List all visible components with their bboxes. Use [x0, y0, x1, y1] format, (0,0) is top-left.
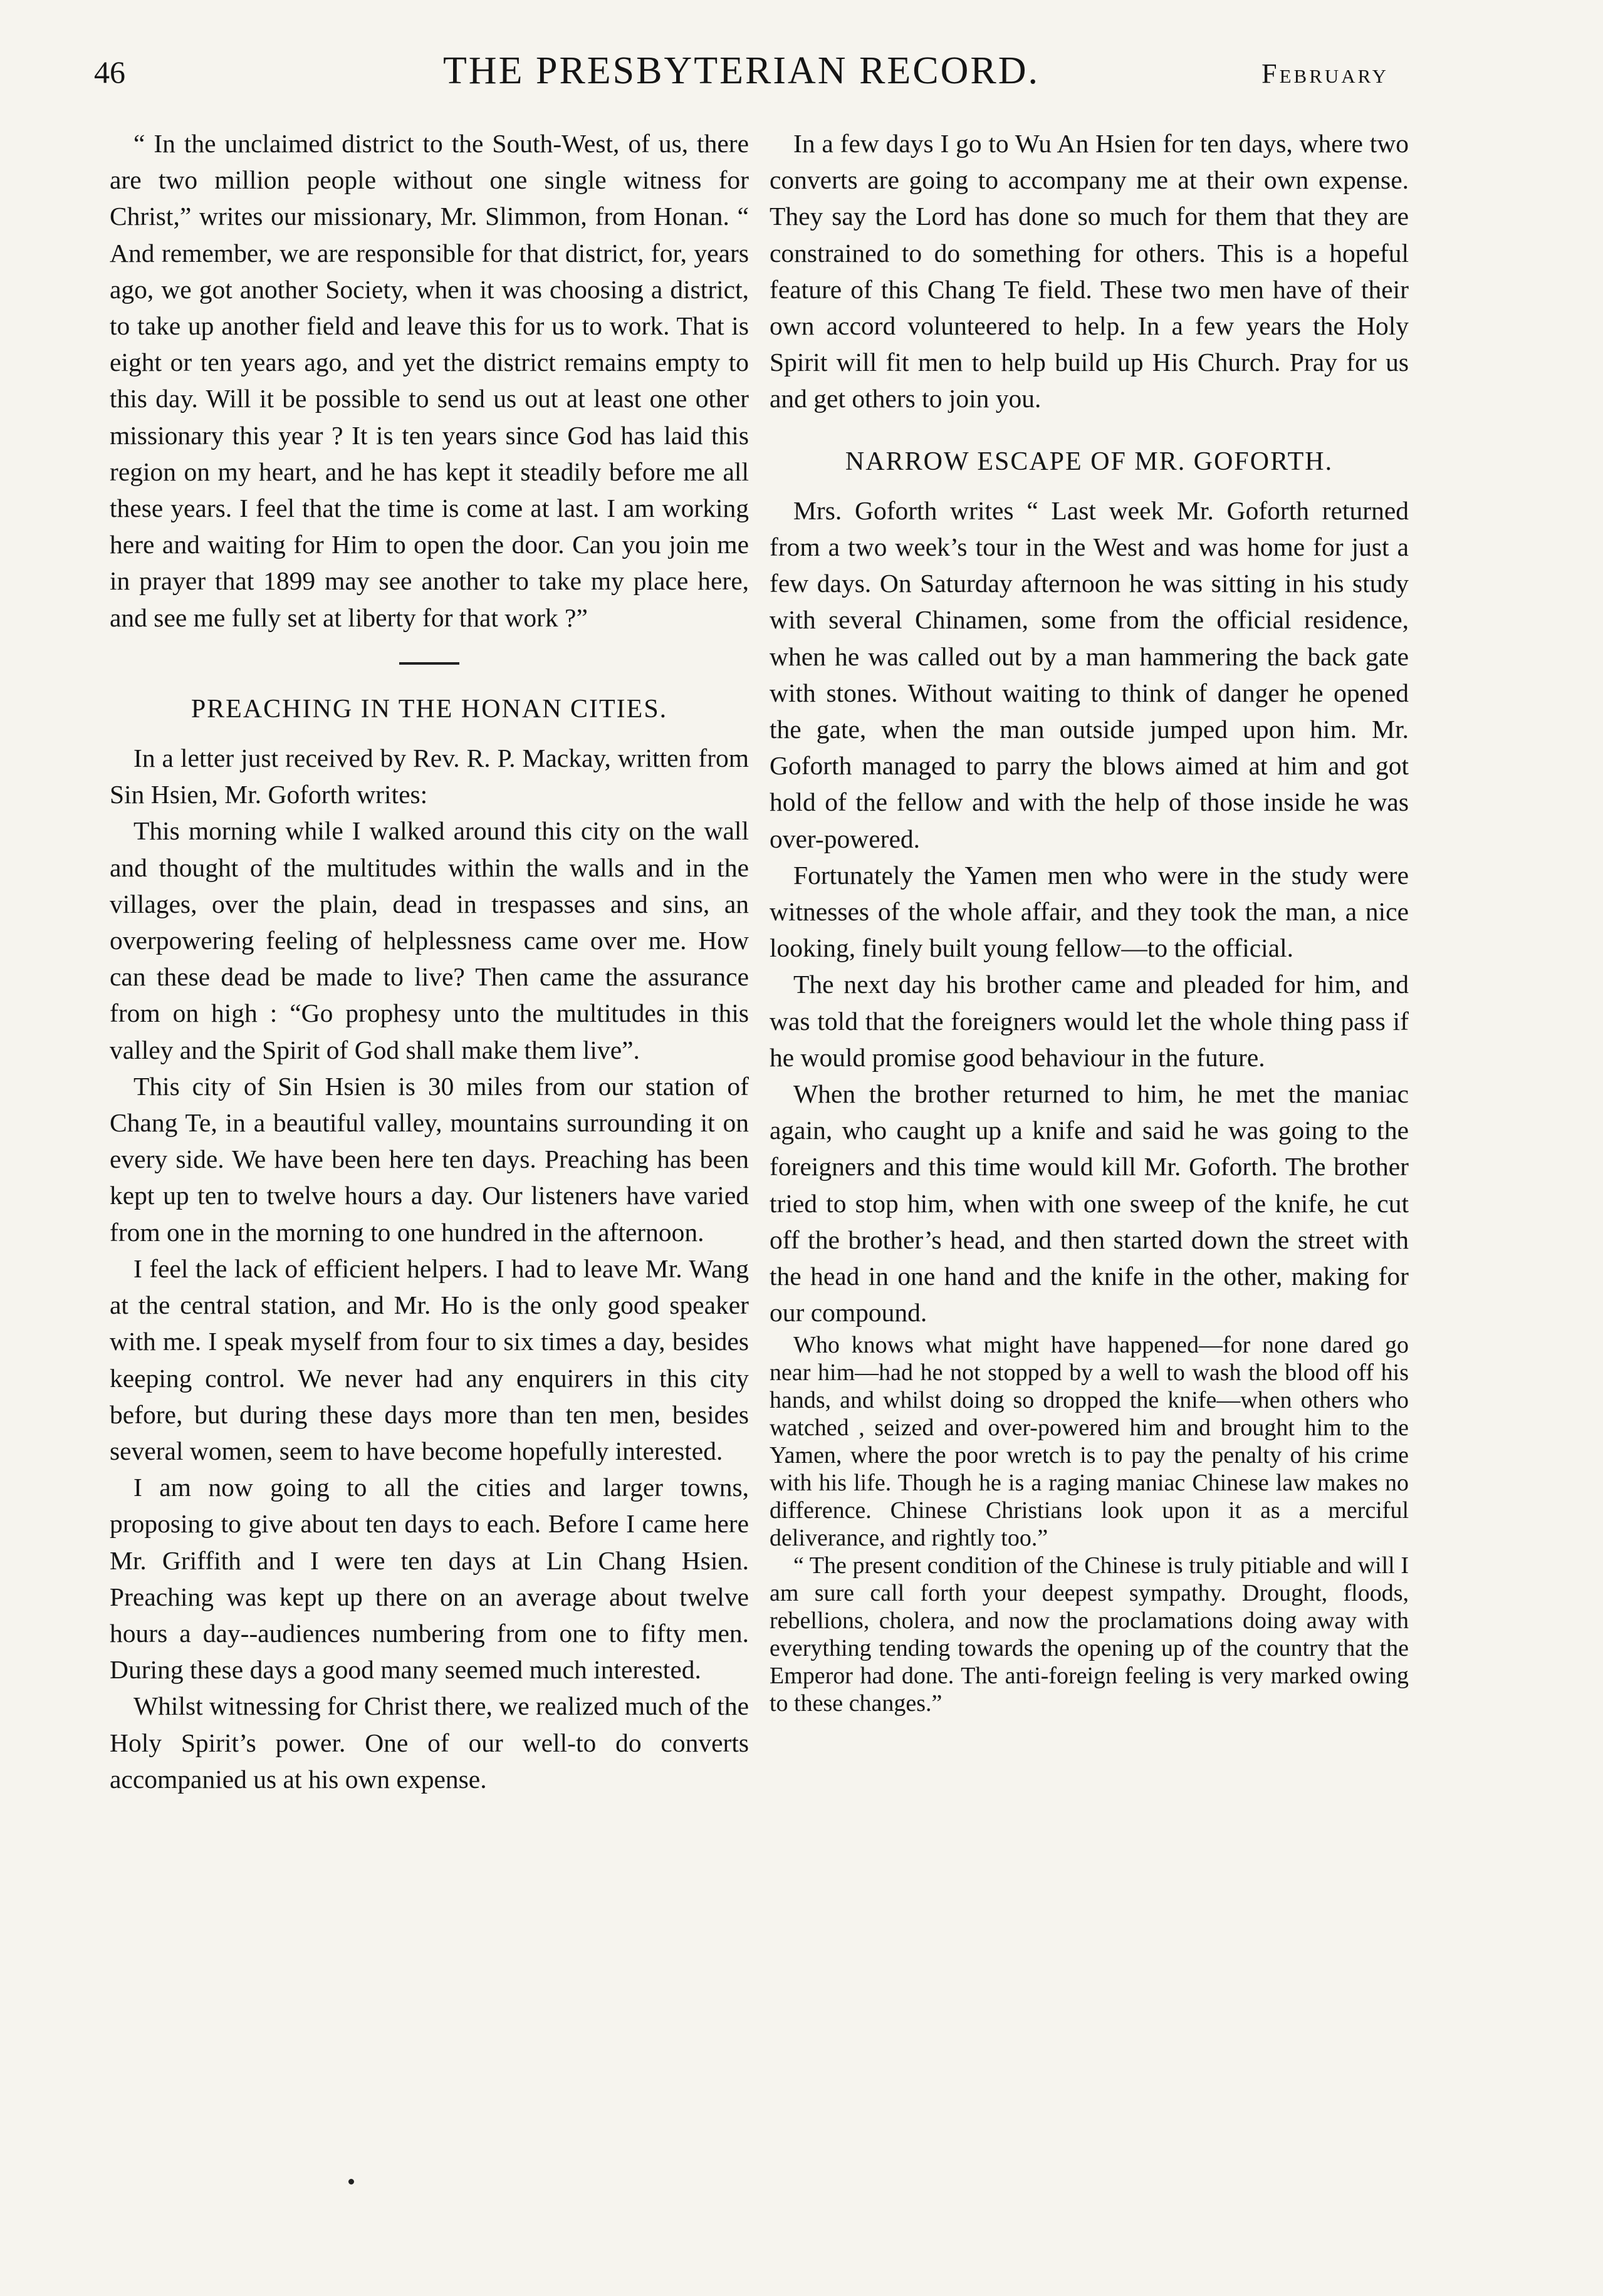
paragraph: I feel the lack of efficient helpers. I had to leave Mr. Wang at the central station, and Mr. Ho is the only good speaker with me. I speak myself from four to six times a day, besides keeping control. We never had any enquirers in this city before, but during these days more than ten men, besides several women, seem to have become hopefully interested.	[110, 1254, 749, 1465]
page-number: 46	[94, 55, 125, 90]
left-column	[110, 125, 749, 1797]
paragraph: In a letter just received by Rev. R. P. Mackay, written from Sin Hsien, Mr. Goforth writes:	[110, 744, 749, 809]
opening-paragraph: In a few days I go to Wu An Hsien for ten days, where two converts are going to accompany me at their own expense. They say the Lord has done so much for them that they are constrained to do something for others. This is a hopeful feature of this Chang Te field. These two men have of their own accord volunteered to help. In a few years the Holy Spirit will fit men to help build up His Church. Pray for us and get others to join you.	[770, 129, 1409, 413]
paragraph: This city of Sin Hsien is 30 miles from our station of Chang Te, in a beautiful valley, mountains surrounding it on every side. We have been here ten days. Preaching has been kept up ten to twelve hours a day. Our listeners have varied from one in the morning to one hundred in the afternoon.	[110, 1071, 749, 1247]
paragraph: Mrs. Goforth writes “ Last week Mr. Goforth returned from a two week’s tour in the West and was home for just a few days. On Saturday afternoon he was sitting in his study with several Chinamen, some from the official residence, when he was called out by a man hammering the back gate with stones. Without waiting to think of danger he opened the gate, when the man outside jumped upon him. Mr. Goforth managed to parry the blows aimed at him and got hold of the fellow and with the help of those inside he was over-powered.	[770, 496, 1409, 853]
paragraph: This morning while I walked around this city on the wall and thought of the multitudes within the walls and in the villages, over the plain, dead in trespasses and sins, an overpowering feeling of helplessness came over me. How can these dead be made to live? Then came the assurance from on high : “Go prophesy unto the multitudes in this valley and the Spirit of God shall make them live”.	[110, 816, 749, 1064]
section-heading-narrow-escape: NARROW ESCAPE OF MR. GOFORTH.	[845, 447, 1334, 476]
issue-month: February	[1261, 58, 1389, 89]
paragraph: I am now going to all the cities and larger towns, proposing to give about ten days to each. Before I came here Mr. Griffith and I were ten days at Lin Chang Hsien. Preaching was kept up there on an average about twelve hours a day--audiences numbering from one to fifty men. During these days a good many seemed much interested.	[110, 1473, 749, 1685]
page-header	[94, 49, 1389, 105]
paragraph: Whilst witnessing for Christ there, we realized much of the Holy Spirit’s power. One of our well-to do converts accompanied us at his own expense.	[110, 1691, 749, 1794]
right-column	[770, 125, 1409, 1717]
paragraph: The next day his brother came and pleaded for him, and was told that the foreigners would let the whole thing pass if he would promise good behaviour in the future.	[770, 970, 1409, 1072]
paragraph: “ The present condition of the Chinese is truly pitiable and will I am sure call forth your deepest sympathy. Drought, floods, rebellions, cholera, and now the proclamations doing away with everything tending towards the opening up of the country that the Emperor had done. The anti-foreign feeling is very marked owing to these changes.”	[770, 1552, 1409, 1717]
section-heading-preaching: PREACHING IN THE HONAN CITIES.	[191, 694, 668, 724]
section-divider	[399, 662, 459, 665]
paragraph: Who knows what might have happened—for none dared go near him—had he not stopped by a well to wash the blood off his hands, and whilst doing so dropped the knife—when others who watched , seized and over-powered him and brought him to the Yamen, where the poor wretch is to pay the penalty of his crime with his life. Though he is a raging maniac Chinese law makes no difference. Chinese Christians look upon it as a merciful deliverance, and rightly too.”	[770, 1331, 1409, 1551]
paragraph: Fortunately the Yamen men who were in the study were witnesses of the whole affair, and they took the man, a nice looking, finely built young fellow—to the official.	[770, 860, 1409, 963]
paragraph: When the brother returned to him, he met the maniac again, who caught up a knife and said he was going to the foreigners and this time would kill Mr. Goforth. The brother tried to stop him, when with one sweep of the knife, he cut off the brother’s head, and then started down the street with the head in one hand and the knife in the other, making for our compound.	[770, 1079, 1409, 1327]
publication-title: THE PRESBYTERIAN RECORD.	[442, 49, 1040, 92]
intro-paragraph: “ In the unclaimed district to the South-West, of us, there are two million people without one single witness for Christ,” writes our missionary, Mr. Slimmon, from Honan. “ And remember, we are responsible for that district, for, years ago, we got another Society, when it was choosing a district, to take up another field and leave this for us to work. That is eight or ten years ago, and yet the district remains empty to this day. Will it be possible to send us out at least one other missionary this year ? It is ten years since God has laid this region on my heart, and he has kept it steadily before me all these years. I feel that the time is come at last. I am working here and waiting for Him to open the door. Can you join me in prayer that 1899 may see another to take my place here, and see me fully set at liberty for that work ?”	[110, 129, 749, 632]
print-speck	[348, 2179, 354, 2184]
